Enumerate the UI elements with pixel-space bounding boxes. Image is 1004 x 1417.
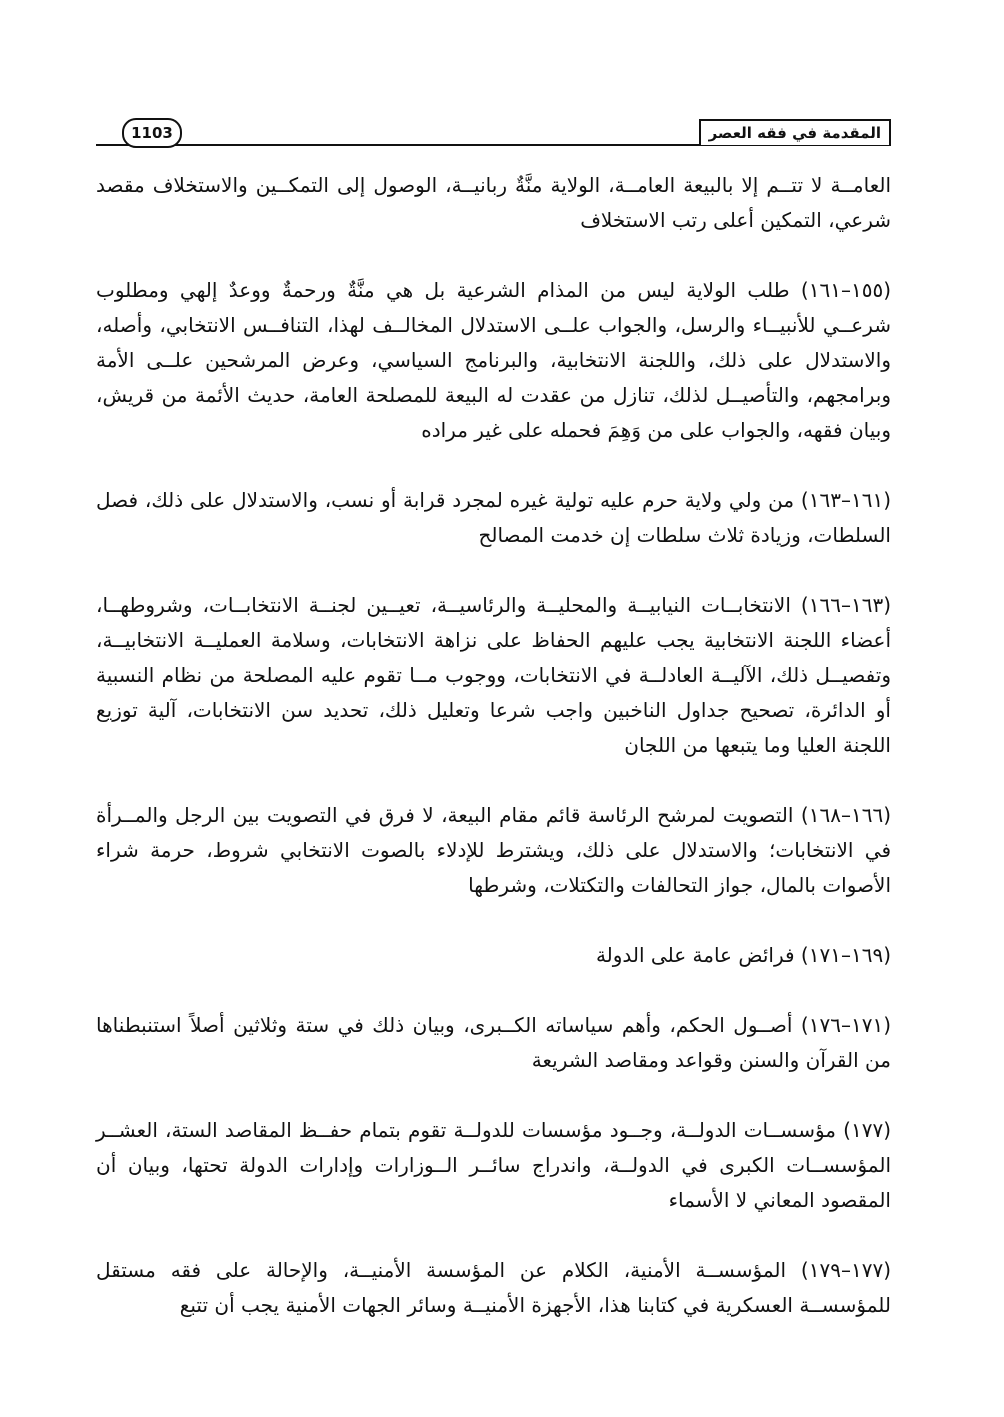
book-title: المقدمة في فقه العصر bbox=[699, 119, 891, 145]
paragraph-155-161: (١٥٥–١٦١) طلب الولاية ليس من المذام الشرعية بل هي منَّةٌ ورحمةٌ ووعدٌ إلهي ومطلوب شرعــي للأنبيــاء والرسل، والجواب علــى الاستدلال المخالــف لهذا، التنافــس الانتخابي، وأصله، والاستدلال على ذلك، واللجنة الانتخابية، والبرنامج السياسي، وعرض المرشحين علــى الأمة وبرامجهم، والتأصيــل لذلك، تنازل من عقدت له البيعة للمصلحة العامة، حديث الأئمة من قريش، وبيان فقهه، والجواب على من وَهِمَ فحمله على غير مراده bbox=[96, 278, 891, 442]
paragraph-169-171: (١٦٩–١٧١) فرائض عامة على الدولة bbox=[595, 943, 891, 967]
paragraph-177: (١٧٧) مؤسســات الدولــة، وجــود مؤسسات للدولــة تقوم بتمام حفــظ المقاصد الستة، العشــر المؤسســات الكبرى في الدولــة، واندراج سائــر الــوزارات وإدارات الدولة تحتها، وبيان أن المقصود المعاني لا الأسماء bbox=[96, 1118, 891, 1212]
page-number: 1103 bbox=[122, 118, 182, 148]
paragraph-163-166: (١٦٣–١٦٦) الانتخابــات النيابيــة والمحليــة والرئاسيــة، تعيــين لجنــة الانتخابــات، وشروطهــا، أعضاء اللجنة الانتخابية يجب عليهم الحفاظ على نزاهة الانتخابات، وسلامة العمليــة الانتخابيــة، وتفصيــل ذلك، الآليــة العادلــة في الانتخابات، ووجوب مــا تقوم عليه المصلحة من نظام النسبية أو الدائرة، تصحيح جداول الناخبين واجب شرعا وتعليل ذلك، تحديد سن الانتخابات، آلية توزيع اللجنة العليا وما يتبعها من اللجان bbox=[96, 593, 891, 757]
paragraph-171-176: (١٧١–١٧٦) أصــول الحكم، وأهم سياساته الكــبرى، وبيان ذلك في ستة وثلاثين أصلاً استنبطناها من القرآن والسنن وقواعد ومقاصد الشريعة bbox=[96, 1013, 891, 1072]
paragraph-continuation: العامــة لا تتــم إلا بالبيعة العامــة، الولاية منَّةٌ ربانيــة، الوصول إلى التمكــين والاستخلاف مقصد شرعي، التمكين أعلى رتب الاستخلاف bbox=[96, 173, 891, 232]
page-body bbox=[96, 168, 891, 1358]
paragraph-166-168: (١٦٦–١٦٨) التصويت لمرشح الرئاسة قائم مقام البيعة، لا فرق في التصويت بين الرجل والمــرأة في الانتخابات؛ والاستدلال على ذلك، ويشترط للإدلاء بالصوت الانتخابي شروط، حرمة شراء الأصوات بالمال، جواز التحالفات والتكتلات، وشرطها bbox=[96, 803, 891, 897]
paragraph-161-163: (١٦١–١٦٣) من ولي ولاية حرم عليه تولية غيره لمجرد قرابة أو نسب، والاستدلال على ذلك، فصل السلطات، وزيادة ثلاث سلطات إن خدمت المصالح bbox=[96, 488, 891, 547]
page-header bbox=[96, 118, 891, 148]
paragraph-177-179: (١٧٧–١٧٩) المؤسســة الأمنية، الكلام عن المؤسسة الأمنيــة، والإحالة على فقه مستقل للمؤسســة العسكرية في كتابنا هذا، الأجهزة الأمنيــة وسائر الجهات الأمنية يجب أن تتبع bbox=[96, 1258, 891, 1317]
